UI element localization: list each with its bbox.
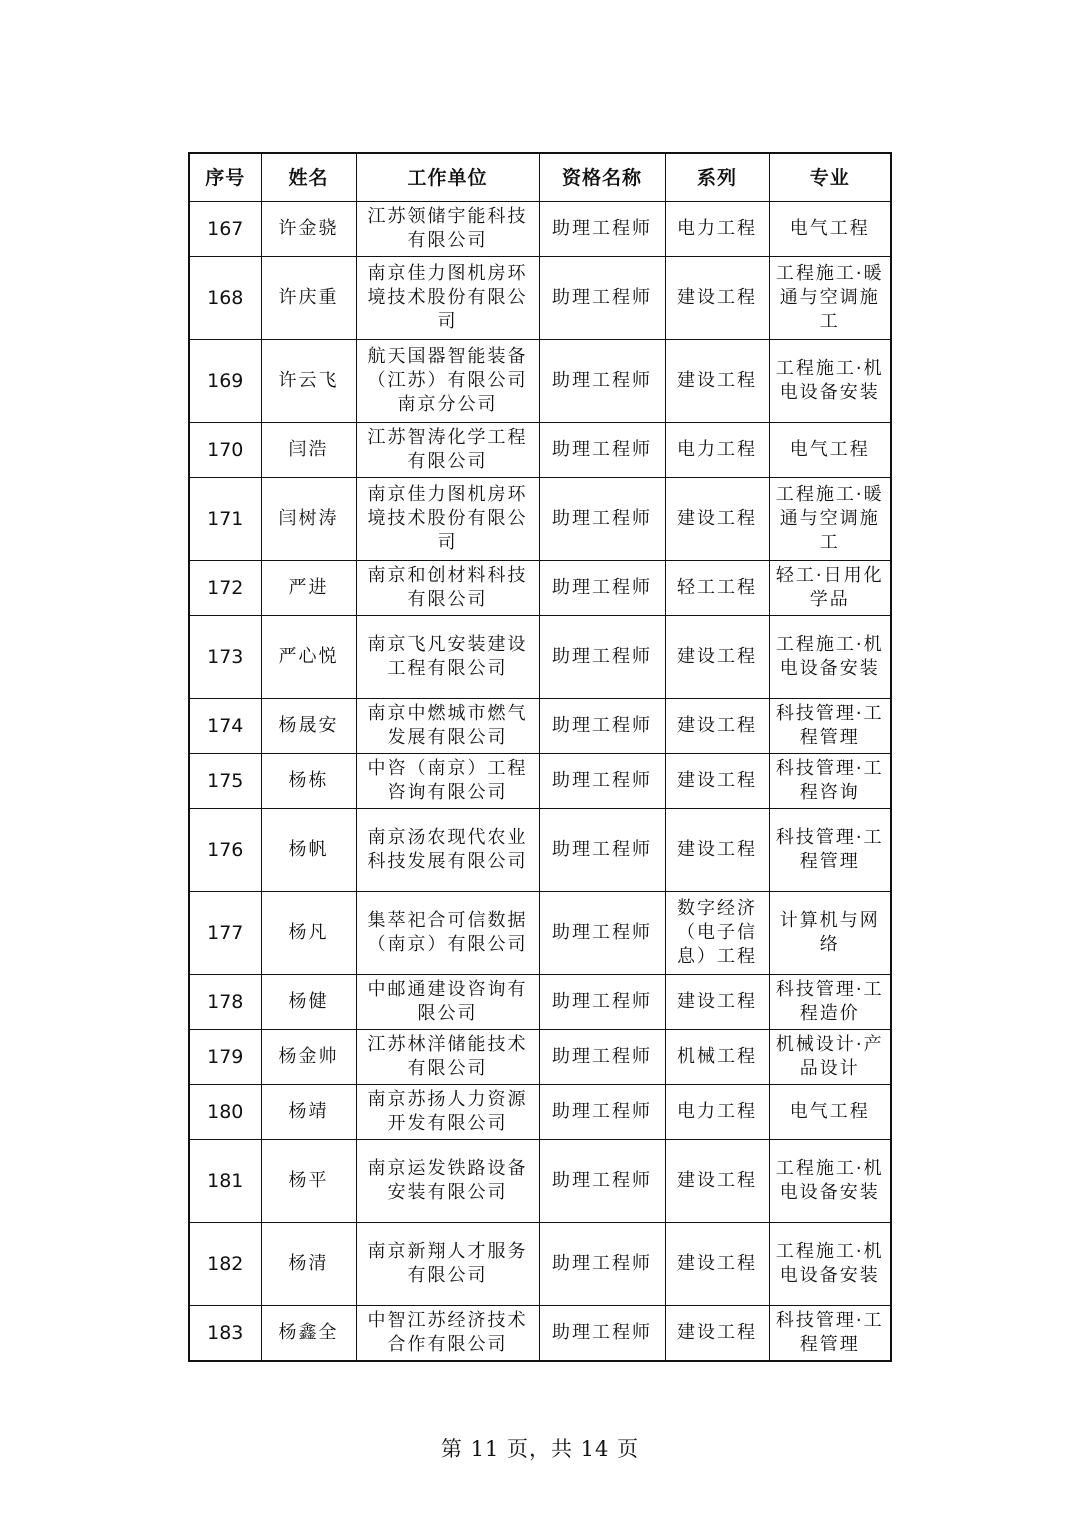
cell-no: 169 (189, 340, 261, 423)
cell-unit: 江苏领储宇能科技有限公司 (356, 202, 539, 257)
cell-unit: 南京汤农现代农业科技发展有限公司 (356, 809, 539, 892)
cell-qualification: 助理工程师 (539, 1223, 665, 1306)
header-unit: 工作单位 (356, 153, 539, 202)
cell-unit: 南京新翔人才服务有限公司 (356, 1223, 539, 1306)
cell-name: 闫浩 (261, 423, 356, 478)
table-row (189, 423, 891, 478)
cell-series: 建设工程 (665, 1223, 769, 1306)
cell-qualification: 助理工程师 (539, 1030, 665, 1085)
cell-name: 许庆重 (261, 257, 356, 340)
page-footer: 第 11 页，共 14 页 (440, 1437, 640, 1461)
cell-name: 许云飞 (261, 340, 356, 423)
header-series: 系列 (665, 153, 769, 202)
cell-qualification: 助理工程师 (539, 892, 665, 975)
cell-no: 167 (189, 202, 261, 257)
cell-major: 科技管理·工程造价 (769, 975, 891, 1030)
cell-qualification: 助理工程师 (539, 1085, 665, 1140)
cell-series: 建设工程 (665, 1306, 769, 1362)
table-row (189, 202, 891, 257)
cell-qualification: 助理工程师 (539, 975, 665, 1030)
cell-name: 杨栋 (261, 754, 356, 809)
cell-series: 建设工程 (665, 340, 769, 423)
cell-no: 181 (189, 1140, 261, 1223)
cell-name: 杨鑫全 (261, 1306, 356, 1362)
cell-qualification: 助理工程师 (539, 1140, 665, 1223)
cell-no: 180 (189, 1085, 261, 1140)
cell-major: 电气工程 (769, 1085, 891, 1140)
cell-unit: 南京运发铁路设备安装有限公司 (356, 1140, 539, 1223)
cell-major: 工程施工·暖通与空调施工 (769, 257, 891, 340)
header-name: 姓名 (261, 153, 356, 202)
cell-major: 机械设计·产品设计 (769, 1030, 891, 1085)
cell-major: 工程施工·机电设备安装 (769, 1140, 891, 1223)
cell-name: 杨帆 (261, 809, 356, 892)
cell-major: 科技管理·工程咨询 (769, 754, 891, 809)
cell-qualification: 助理工程师 (539, 202, 665, 257)
cell-name: 许金骁 (261, 202, 356, 257)
table-row (189, 892, 891, 975)
cell-no: 173 (189, 616, 261, 699)
table-row (189, 1223, 891, 1306)
cell-major: 工程施工·机电设备安装 (769, 616, 891, 699)
cell-qualification: 助理工程师 (539, 561, 665, 616)
cell-no: 171 (189, 478, 261, 561)
cell-qualification: 助理工程师 (539, 754, 665, 809)
cell-major: 工程施工·机电设备安装 (769, 1223, 891, 1306)
cell-unit: 中邮通建设咨询有限公司 (356, 975, 539, 1030)
header-qualification: 资格名称 (539, 153, 665, 202)
cell-major: 计算机与网络 (769, 892, 891, 975)
cell-series: 建设工程 (665, 754, 769, 809)
table-row (189, 975, 891, 1030)
cell-no: 182 (189, 1223, 261, 1306)
cell-series: 建设工程 (665, 1140, 769, 1223)
cell-name: 杨凡 (261, 892, 356, 975)
cell-series: 建设工程 (665, 616, 769, 699)
cell-major: 工程施工·机电设备安装 (769, 340, 891, 423)
table-row (189, 754, 891, 809)
cell-qualification: 助理工程师 (539, 809, 665, 892)
cell-unit: 中咨（南京）工程咨询有限公司 (356, 754, 539, 809)
table-row (189, 616, 891, 699)
table-row (189, 1085, 891, 1140)
table-row (189, 1140, 891, 1223)
cell-unit: 中智江苏经济技术合作有限公司 (356, 1306, 539, 1362)
cell-series: 电力工程 (665, 202, 769, 257)
cell-series: 电力工程 (665, 423, 769, 478)
cell-unit: 江苏林洋储能技术有限公司 (356, 1030, 539, 1085)
cell-qualification: 助理工程师 (539, 699, 665, 754)
cell-qualification: 助理工程师 (539, 423, 665, 478)
cell-unit: 南京飞凡安装建设工程有限公司 (356, 616, 539, 699)
table-row (189, 478, 891, 561)
table-row (189, 257, 891, 340)
cell-name: 杨健 (261, 975, 356, 1030)
table-row (189, 340, 891, 423)
cell-unit: 南京中燃城市燃气发展有限公司 (356, 699, 539, 754)
cell-qualification: 助理工程师 (539, 257, 665, 340)
cell-no: 174 (189, 699, 261, 754)
cell-major: 电气工程 (769, 202, 891, 257)
roster-table (188, 152, 892, 1362)
cell-unit: 集萃祀合可信数据（南京）有限公司 (356, 892, 539, 975)
header-no: 序号 (189, 153, 261, 202)
cell-series: 轻工工程 (665, 561, 769, 616)
table-row (189, 1306, 891, 1362)
cell-no: 176 (189, 809, 261, 892)
cell-series: 建设工程 (665, 478, 769, 561)
cell-no: 175 (189, 754, 261, 809)
table-header-row (189, 153, 891, 202)
cell-qualification: 助理工程师 (539, 478, 665, 561)
cell-no: 177 (189, 892, 261, 975)
cell-no: 183 (189, 1306, 261, 1362)
cell-no: 170 (189, 423, 261, 478)
cell-unit: 南京佳力图机房环境技术股份有限公司 (356, 478, 539, 561)
cell-series: 建设工程 (665, 257, 769, 340)
cell-name: 杨晟安 (261, 699, 356, 754)
cell-name: 杨平 (261, 1140, 356, 1223)
cell-major: 科技管理·工程管理 (769, 1306, 891, 1362)
cell-name: 杨清 (261, 1223, 356, 1306)
cell-qualification: 助理工程师 (539, 1306, 665, 1362)
cell-unit: 南京和创材料科技有限公司 (356, 561, 539, 616)
cell-major: 工程施工·暖通与空调施工 (769, 478, 891, 561)
table-row (189, 561, 891, 616)
cell-unit: 航天国器智能装备（江苏）有限公司南京分公司 (356, 340, 539, 423)
cell-series: 机械工程 (665, 1030, 769, 1085)
cell-name: 严进 (261, 561, 356, 616)
cell-qualification: 助理工程师 (539, 616, 665, 699)
cell-series: 建设工程 (665, 809, 769, 892)
table-row (189, 809, 891, 892)
cell-unit: 南京苏扬人力资源开发有限公司 (356, 1085, 539, 1140)
cell-unit: 江苏智涛化学工程有限公司 (356, 423, 539, 478)
table-row (189, 1030, 891, 1085)
cell-series: 数字经济（电子信息）工程 (665, 892, 769, 975)
cell-series: 建设工程 (665, 699, 769, 754)
header-major: 专业 (769, 153, 891, 202)
cell-unit: 南京佳力图机房环境技术股份有限公司 (356, 257, 539, 340)
cell-series: 建设工程 (665, 975, 769, 1030)
cell-name: 杨靖 (261, 1085, 356, 1140)
cell-no: 179 (189, 1030, 261, 1085)
cell-name: 闫树涛 (261, 478, 356, 561)
cell-qualification: 助理工程师 (539, 340, 665, 423)
cell-name: 严心悦 (261, 616, 356, 699)
cell-major: 电气工程 (769, 423, 891, 478)
cell-major: 轻工·日用化学品 (769, 561, 891, 616)
cell-no: 168 (189, 257, 261, 340)
cell-no: 172 (189, 561, 261, 616)
cell-no: 178 (189, 975, 261, 1030)
cell-series: 电力工程 (665, 1085, 769, 1140)
cell-major: 科技管理·工程管理 (769, 699, 891, 754)
table-row (189, 699, 891, 754)
cell-name: 杨金帅 (261, 1030, 356, 1085)
cell-major: 科技管理·工程管理 (769, 809, 891, 892)
